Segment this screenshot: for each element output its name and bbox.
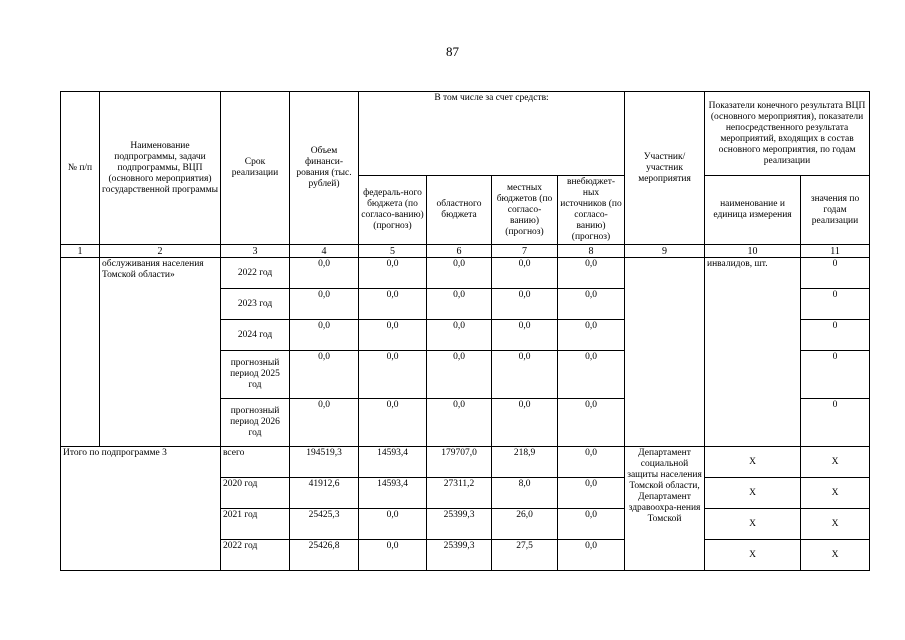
column-number: 1 — [61, 245, 100, 258]
local-cell: 218,9 — [492, 447, 558, 478]
indicator-value: 0 — [801, 320, 870, 351]
indicator-value: X — [801, 540, 870, 571]
total-cell: 0,0 — [290, 320, 359, 351]
period-cell: 2024 год — [221, 320, 290, 351]
local-cell: 27,5 — [492, 540, 558, 571]
federal-cell: 0,0 — [359, 351, 427, 399]
row-number-cell — [61, 258, 100, 447]
regional-cell: 0,0 — [427, 351, 492, 399]
indicator-name: инвалидов, шт. — [705, 258, 801, 447]
extra-cell: 0,0 — [558, 478, 625, 509]
column-number: 2 — [100, 245, 221, 258]
column-number: 8 — [558, 245, 625, 258]
participant-cell: Департамент социальной защиты населения Томской области, Департамент здравоохра-нения Томской — [625, 447, 705, 571]
extra-cell: 0,0 — [558, 399, 625, 447]
header-col-indicator-values: значения по годам реализации — [801, 176, 870, 245]
period-cell: 2022 год — [221, 540, 290, 571]
extra-cell: 0,0 — [558, 258, 625, 289]
total-cell: 0,0 — [290, 258, 359, 289]
header-col-number: № п/п — [61, 92, 100, 245]
header-col-period: Срок реализации — [221, 92, 290, 245]
header-col-extra: внебюджет-ных источников (по согласо-ванию) (прогноз) — [558, 176, 625, 245]
header-col-name: Наименование подпрограммы, задачи подпрограммы, ВЦП (основного мероприятия) государственной программы — [100, 92, 221, 245]
indicator-name: X — [705, 540, 801, 571]
header-col-participant: Участник/ участник мероприятия — [625, 92, 705, 245]
total-cell: 0,0 — [290, 289, 359, 320]
federal-cell: 0,0 — [359, 258, 427, 289]
participant-cell — [625, 258, 705, 447]
extra-cell: 0,0 — [558, 351, 625, 399]
indicator-name: X — [705, 478, 801, 509]
total-cell: 0,0 — [290, 351, 359, 399]
extra-cell: 0,0 — [558, 540, 625, 571]
federal-cell: 14593,4 — [359, 447, 427, 478]
federal-cell: 0,0 — [359, 289, 427, 320]
local-cell: 0,0 — [492, 351, 558, 399]
subprogram-name: обслуживания населения Томской области» — [100, 258, 221, 447]
column-number: 6 — [427, 245, 492, 258]
local-cell: 0,0 — [492, 320, 558, 351]
extra-cell: 0,0 — [558, 320, 625, 351]
extra-cell: 0,0 — [558, 447, 625, 478]
indicator-value: X — [801, 447, 870, 478]
period-cell: 2022 год — [221, 258, 290, 289]
column-number: 7 — [492, 245, 558, 258]
header-funding-group: В том числе за счет средств: — [359, 92, 625, 176]
indicator-value: 0 — [801, 399, 870, 447]
indicator-name: X — [705, 509, 801, 540]
header-row-1 — [61, 92, 870, 176]
regional-cell: 179707,0 — [427, 447, 492, 478]
local-cell: 0,0 — [492, 289, 558, 320]
header-indicators-group: Показатели конечного результата ВЦП (основного мероприятия), показатели непосредственного результата мероприятий, входящих в состав основного мероприятия, по годам реализации — [705, 92, 870, 176]
page-number: 87 — [446, 44, 459, 59]
column-numbers-row — [61, 245, 870, 258]
column-number: 11 — [801, 245, 870, 258]
column-number: 3 — [221, 245, 290, 258]
period-cell: всего — [221, 447, 290, 478]
period-cell: 2023 год — [221, 289, 290, 320]
regional-cell: 0,0 — [427, 320, 492, 351]
regional-cell: 0,0 — [427, 399, 492, 447]
regional-cell: 27311,2 — [427, 478, 492, 509]
column-number: 4 — [290, 245, 359, 258]
federal-cell: 0,0 — [359, 509, 427, 540]
indicator-value: 0 — [801, 258, 870, 289]
federal-cell: 0,0 — [359, 540, 427, 571]
subprogram-total-label: Итого по подпрограмме 3 — [61, 447, 221, 571]
extra-cell: 0,0 — [558, 509, 625, 540]
period-cell: 2021 год — [221, 509, 290, 540]
total-cell: 25425,3 — [290, 509, 359, 540]
column-number: 9 — [625, 245, 705, 258]
federal-cell: 0,0 — [359, 320, 427, 351]
local-cell: 0,0 — [492, 399, 558, 447]
regional-cell: 25399,3 — [427, 540, 492, 571]
federal-cell: 0,0 — [359, 399, 427, 447]
regional-cell: 0,0 — [427, 258, 492, 289]
extra-cell: 0,0 — [558, 289, 625, 320]
total-cell: 25426,8 — [290, 540, 359, 571]
indicator-value: 0 — [801, 351, 870, 399]
regional-cell: 0,0 — [427, 289, 492, 320]
column-number: 5 — [359, 245, 427, 258]
total-cell: 194519,3 — [290, 447, 359, 478]
local-cell: 8,0 — [492, 478, 558, 509]
total-cell: 0,0 — [290, 399, 359, 447]
indicator-value: X — [801, 478, 870, 509]
indicator-value: 0 — [801, 289, 870, 320]
period-cell: прогнозный период 2025 год — [221, 351, 290, 399]
column-number: 10 — [705, 245, 801, 258]
federal-cell: 14593,4 — [359, 478, 427, 509]
program-table — [60, 91, 870, 571]
header-col-federal: федераль-ного бюджета (по согласо-ванию) (прогноз) — [359, 176, 427, 245]
table-row — [61, 447, 870, 478]
period-cell: прогнозный период 2026 год — [221, 399, 290, 447]
header-col-indicator-name: наименование и единица измерения — [705, 176, 801, 245]
period-cell: 2020 год — [221, 478, 290, 509]
regional-cell: 25399,3 — [427, 509, 492, 540]
indicator-value: X — [801, 509, 870, 540]
total-cell: 41912,6 — [290, 478, 359, 509]
header-col-regional: областного бюджета — [427, 176, 492, 245]
table-row — [61, 258, 870, 289]
local-cell: 26,0 — [492, 509, 558, 540]
header-col-total: Объем финанси-рования (тыс. рублей) — [290, 92, 359, 245]
indicator-name: X — [705, 447, 801, 478]
local-cell: 0,0 — [492, 258, 558, 289]
header-col-local: местных бюджетов (по согласо-ванию) (прогноз) — [492, 176, 558, 245]
